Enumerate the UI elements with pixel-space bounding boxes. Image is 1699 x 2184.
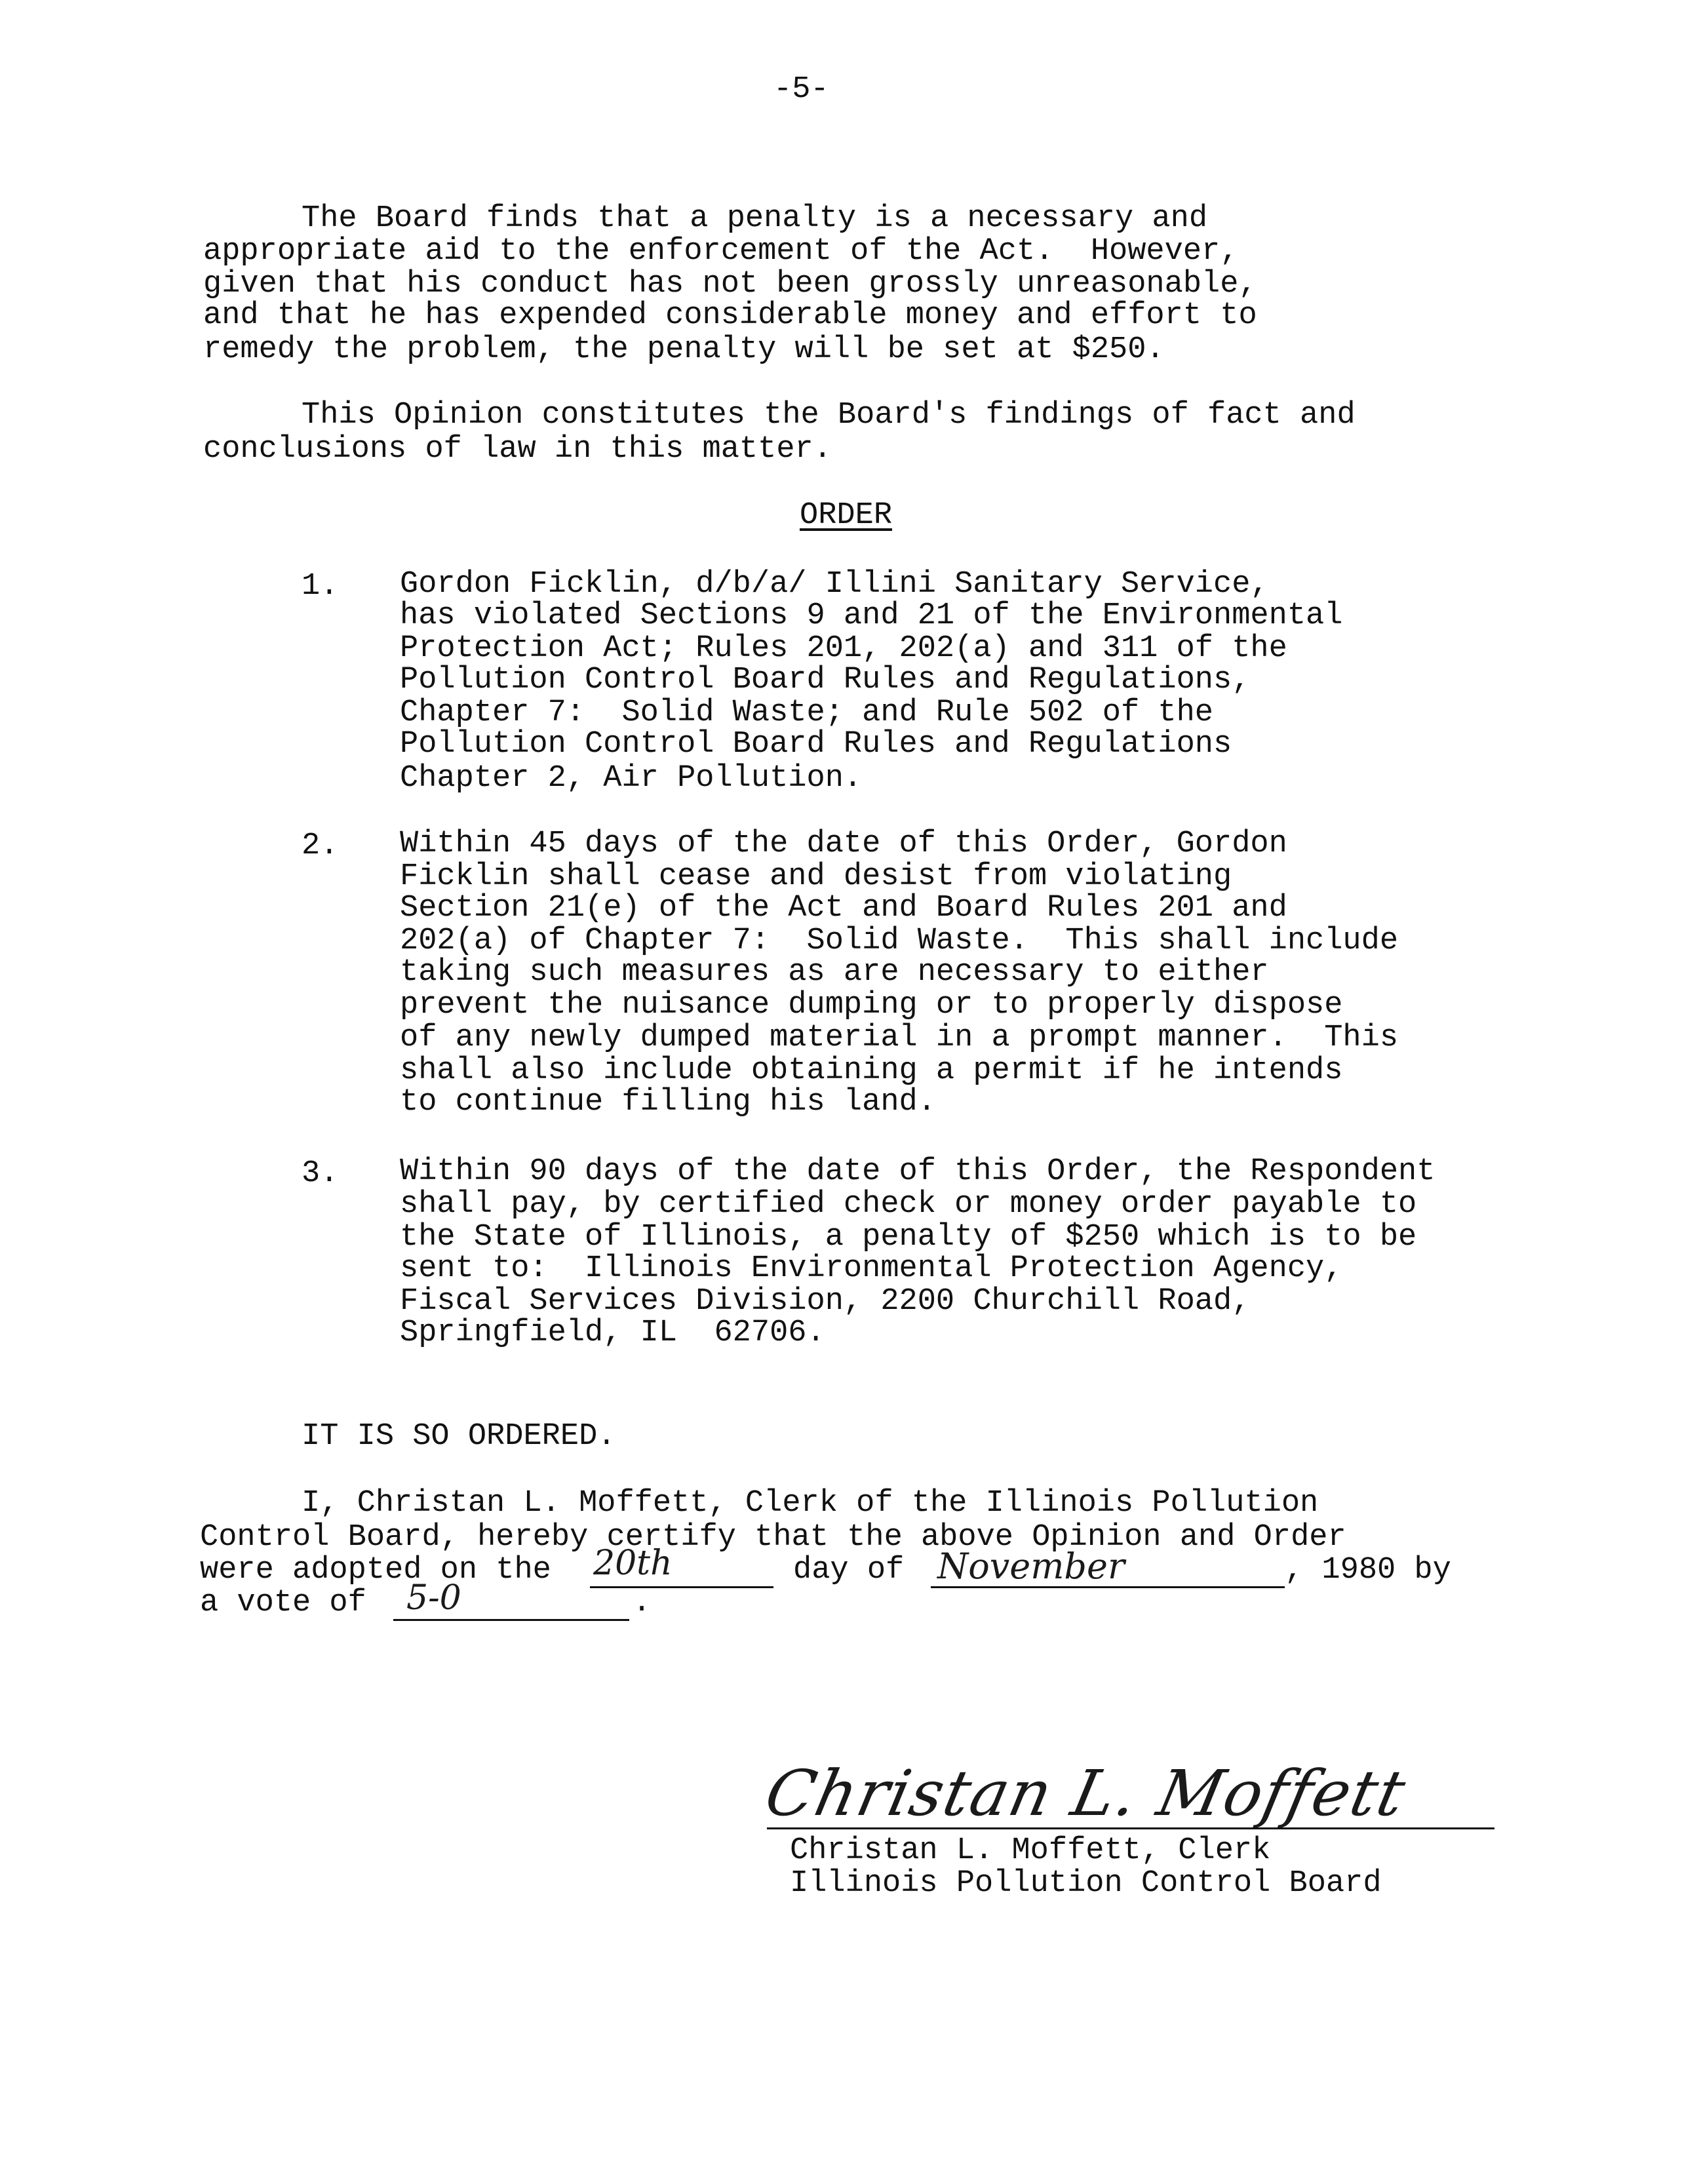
order-item-line: shall pay, by certified check or money order payable to — [400, 1187, 1417, 1222]
paragraph-line: given that his conduct has not been grossly unreasonable, — [203, 267, 1257, 302]
order-item-line: Springfield, IL 62706. — [400, 1316, 825, 1350]
so-ordered-statement: IT IS SO ORDERED. — [302, 1419, 616, 1454]
order-item-line: Pollution Control Board Rules and Regulations, — [400, 663, 1251, 697]
order-item-line: taking such measures as are necessary to either — [400, 955, 1269, 990]
vote-blank-underline — [393, 1619, 629, 1621]
signature-line — [767, 1827, 1494, 1829]
handwritten-month: November — [937, 1546, 1125, 1587]
paragraph-line: The Board finds that a penalty is a necessary and — [302, 201, 1208, 236]
certification-line-mid: day of — [793, 1553, 905, 1588]
order-item-number: 1. — [302, 569, 339, 604]
certification-line: I, Christan L. Moffett, Clerk of the Illinois Pollution — [302, 1486, 1319, 1521]
handwritten-vote: 5-0 — [406, 1578, 461, 1618]
order-item-line: Section 21(e) of the Act and Board Rules 201 and — [400, 891, 1287, 926]
page-number: -5- — [773, 72, 829, 107]
signer-organization: Illinois Pollution Control Board — [790, 1866, 1382, 1901]
order-item-line: Chapter 2, Air Pollution. — [400, 761, 863, 796]
day-blank-underline — [590, 1586, 773, 1588]
handwritten-signature: Christan L. Moffett — [759, 1757, 1413, 1830]
order-item-line: Fiscal Services Division, 2200 Churchill Road, — [400, 1284, 1251, 1319]
order-item-line: sent to: Illinois Environmental Protection Agency, — [400, 1251, 1343, 1286]
order-item-line: the State of Illinois, a penalty of $250 which is to be — [400, 1220, 1417, 1255]
paragraph-line: This Opinion constitutes the Board's findings of fact and — [302, 398, 1356, 433]
paragraph-line: conclusions of law in this matter. — [203, 432, 832, 467]
order-item-line: Pollution Control Board Rules and Regulations — [400, 727, 1232, 762]
order-item-line: has violated Sections 9 and 21 of the Environmental — [400, 598, 1343, 633]
order-item-line: Gordon Ficklin, d/b/a/ Illini Sanitary Service, — [400, 567, 1269, 602]
paragraph-line: appropriate aid to the enforcement of the Act. However, — [203, 234, 1239, 269]
order-item-line: Ficklin shall cease and desist from violating — [400, 859, 1232, 894]
order-item-line: 202(a) of Chapter 7: Solid Waste. This shall include — [400, 924, 1399, 958]
certification-line-prefix: were adopted on the — [200, 1553, 551, 1588]
order-item-line: Protection Act; Rules 201, 202(a) and 311 of the — [400, 631, 1287, 666]
handwritten-day: 20th — [593, 1544, 673, 1583]
order-item-number: 2. — [302, 829, 339, 863]
signer-name: Christan L. Moffett, Clerk — [790, 1833, 1271, 1868]
certification-line-suffix: , 1980 by — [1285, 1553, 1451, 1588]
order-item-line: shall also include obtaining a permit if he intends — [400, 1053, 1343, 1088]
certification-line-prefix: a vote of — [200, 1586, 366, 1620]
certification-line-suffix: . — [633, 1586, 652, 1620]
certification-line: Control Board, hereby certify that the above Opinion and Order — [200, 1520, 1346, 1555]
order-item-line: of any newly dumped material in a prompt manner. This — [400, 1021, 1399, 1055]
paragraph-line: remedy the problem, the penalty will be set at $250. — [203, 332, 1165, 367]
order-item-line: Chapter 7: Solid Waste; and Rule 502 of the — [400, 695, 1214, 730]
order-item-line: to continue filling his land. — [400, 1085, 936, 1120]
order-item-line: Within 45 days of the date of this Order, Gordon — [400, 827, 1287, 861]
order-item-line: prevent the nuisance dumping or to properly dispose — [400, 988, 1343, 1023]
order-item-line: Within 90 days of the date of this Order, the Respondent — [400, 1154, 1435, 1189]
order-heading: ORDER — [800, 498, 893, 533]
order-item-number: 3. — [302, 1156, 339, 1191]
paragraph-line: and that he has expended considerable money and effort to — [203, 298, 1257, 333]
